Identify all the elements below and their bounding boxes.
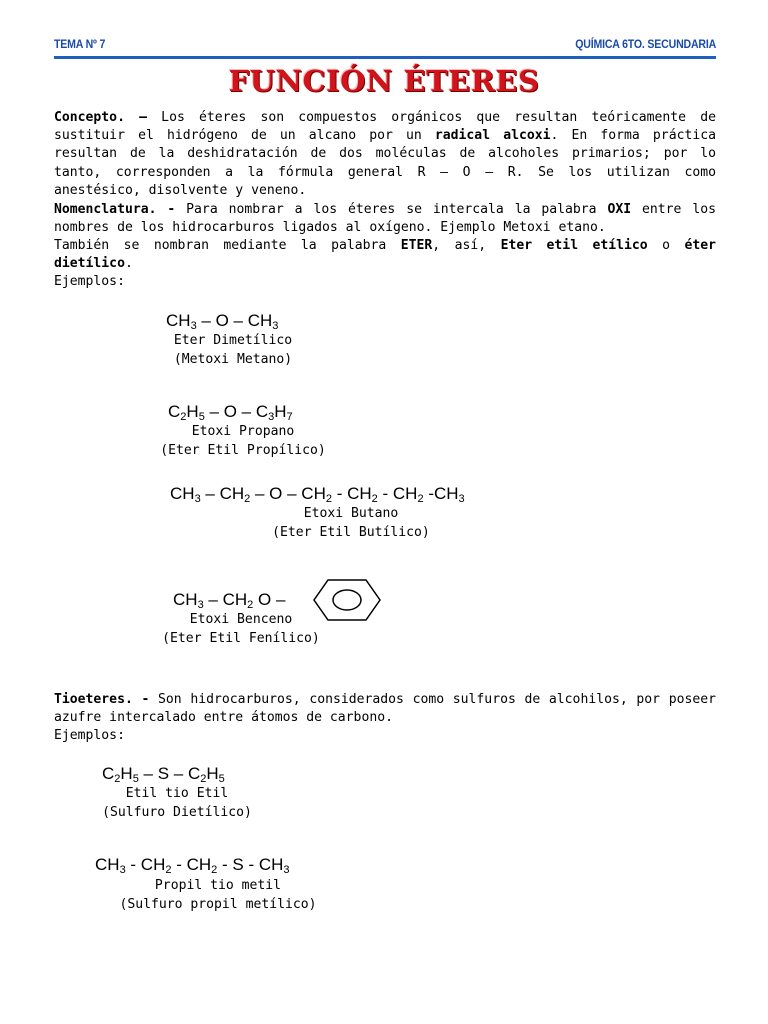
topic-number: TEMA Nº 7 (54, 37, 106, 51)
tambien-paragraph (54, 237, 716, 273)
tioeteres-paragraph (54, 691, 716, 727)
concepto-label: Concepto. – (54, 110, 148, 125)
tioeteres-label: Tioeteres. - (54, 692, 150, 707)
example-name: Etoxi Propano (191, 424, 295, 439)
concepto-text-1: Los éteres son compuestos orgánicos que resultan teóricamente de sustituir el hidrógeno de un alcano por un (54, 110, 717, 144)
formula-eter-dimetilico: $CH_3$ – O – $CH_3$ (166, 311, 279, 332)
tioeteres-text: Son hidrocarburos, considerados como sulfuros de alcohilos, por poseer azufre intercalado entre átomos de carbono. (54, 692, 716, 726)
nomenclatura-text-1: Para nombrar a los éteres se intercala la palabra (175, 202, 608, 217)
nomenclatura-label: Nomenclatura. - (54, 202, 176, 217)
example-alt-name: (Metoxi Metano) (173, 352, 293, 367)
example-alt-name: (Eter Etil Butílico) (272, 525, 430, 540)
tambien-bold-eter-etil: Eter etil etílico (500, 238, 648, 253)
page-title: FUNCIÓN ÉTERES (228, 64, 540, 98)
nomenclatura-text-2: entre los nombres de los hidrocarburos ligados al oxígeno. Ejemplo Metoxi etano. (54, 202, 716, 236)
tambien-text-4: . (124, 256, 133, 272)
formula-etoxi-benceno: $CH_3 - CH_2$ O – (173, 590, 286, 611)
ejemplos-label: Ejemplos: (54, 274, 125, 289)
tambien-text-1: También se nombran mediante la palabra (54, 238, 401, 253)
course-label: QUÍMICA 6TO. SECUNDARIA (575, 37, 716, 51)
formula-etoxi-propano: $C_2H_5$ – O – $C_3H_7$ (168, 402, 293, 423)
formula-etoxi-butano: $CH_3 - CH_2$ – O – $CH_2 - CH_2 - CH_2$ $-CH_3$ (170, 484, 465, 505)
tio-example-alt-name: (Sulfuro Dietílico) (102, 805, 252, 820)
nomenclatura-bold-oxi: OXI (607, 202, 632, 217)
header-divider (54, 56, 716, 59)
tambien-text-2: , así, (432, 238, 501, 253)
ejemplos-label-2: Ejemplos: (54, 728, 125, 743)
tambien-bold-dietilico: éter dietílico (54, 238, 716, 272)
example-name: Etoxi Butano (303, 506, 399, 521)
concepto-bold-term: radical alcoxi (434, 128, 551, 144)
concepto-text-2: . En forma práctica resultan de la deshidratación de dos moléculas de alcoholes primarios; por lo tanto, corresponden a la fórmula general R – O – R. Se los utilizan como anestésico, disolvente y veneno. (54, 128, 716, 198)
tio-example-name: Etil tio Etil (125, 786, 229, 801)
nomenclatura-paragraph (54, 201, 716, 237)
example-alt-name: (Eter Etil Fenílico) (162, 631, 320, 646)
example-name: Eter Dimetílico (173, 333, 293, 348)
example-name: Etoxi Benceno (189, 612, 293, 627)
tio-example-name: Propil tio metil (154, 878, 282, 893)
formula-sulfuro-dietilico: $C_2H_5$ – S – $C_2H_5$ (102, 764, 225, 785)
tio-example-alt-name: (Sulfuro propil metílico) (119, 897, 317, 912)
formula-sulfuro-propil-metilico: $CH_3 - CH_2 - CH_2$ - S - $CH_3$ (95, 855, 290, 876)
tambien-text-3: o (647, 238, 685, 253)
tambien-bold-eter: ETER (400, 238, 433, 253)
example-alt-name: (Eter Etil Propílico) (160, 443, 326, 458)
concepto-paragraph (54, 109, 716, 200)
